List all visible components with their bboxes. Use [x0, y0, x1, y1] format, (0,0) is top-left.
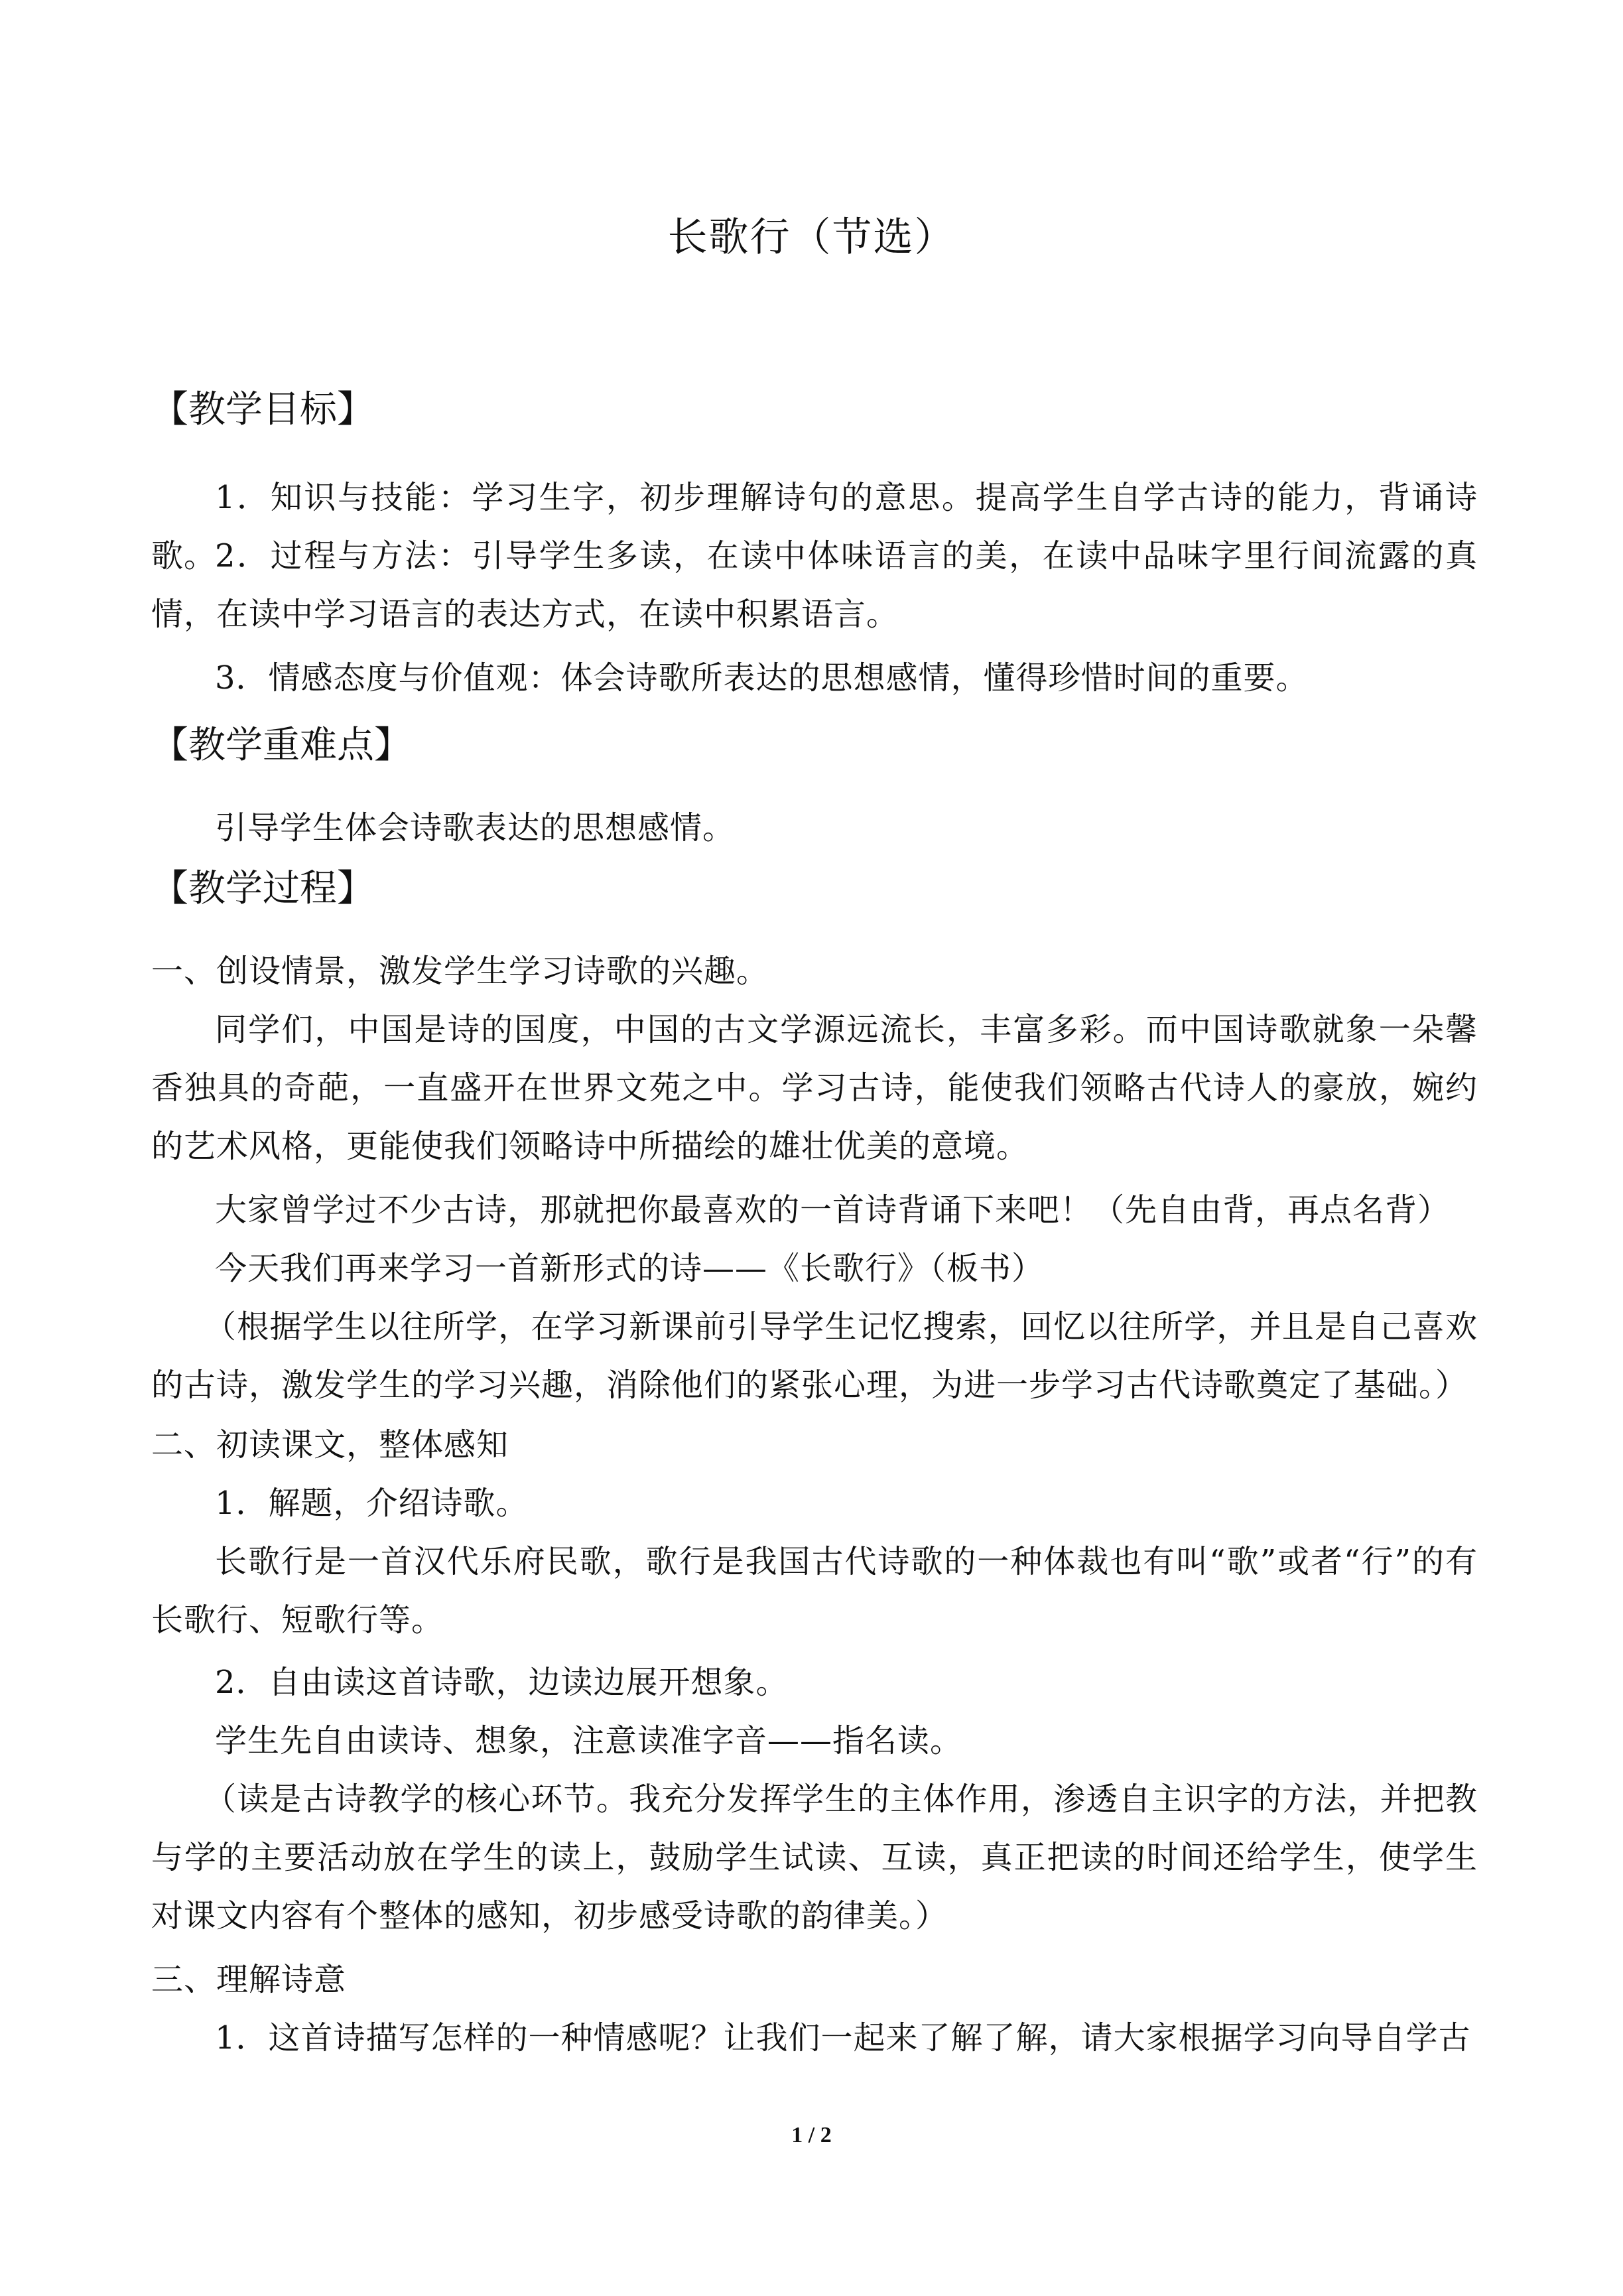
objective-item-1: 1．知识与技能：学习生字，初步理解诗句的意思。提高学生自学古诗的能力，背诵诗歌。	[151, 479, 1478, 574]
process-part1-note: （根据学生以往所学，在学习新课前引导学生记忆搜索，回忆以往所学，并且是自己喜欢的古诗，激发学生的学习兴趣，消除他们的紧张心理，为进一步学习古代诗歌奠定了基础。）	[151, 1308, 1478, 1404]
objective-item-3: 3．情感态度与价值观：体会诗歌所表达的思想感情，懂得珍惜时间的重要。	[215, 659, 1309, 697]
process-part2-paragraph: 长歌行是一首汉代乐府民歌，歌行是我国古代诗歌的一种体裁也有叫“歌”或者“行”的有长歌行、短歌行等。	[151, 1543, 1478, 1639]
heading-keypoints: 【教学重难点】	[151, 724, 411, 767]
process-part1-paragraph: 今天我们再来学习一首新形式的诗——《长歌行》（板书）	[215, 1250, 1045, 1287]
process-part2-paragraph: 学生先自由读诗、想象，注意读准字音——指名读。	[215, 1722, 963, 1759]
process-part2-paragraph: 1．解题，介绍诗歌。	[215, 1485, 529, 1522]
process-part3-paragraph: 1．这首诗描写怎样的一种情感呢？让我们一起来了解了解，请大家根据学习向导自学古	[215, 2019, 1471, 2057]
page-number: 1 / 2	[791, 2123, 832, 2147]
keypoints-text: 引导学生体会诗歌表达的思想感情。	[215, 809, 736, 846]
process-part2-note: （读是古诗教学的核心环节。我充分发挥学生的主体作用，渗透自主识字的方法，并把教与学的主要活动放在学生的读上，鼓励学生试读、互读，真正把读的时间还给学生，使学生对课文内容有个整体的感知，初步感受诗歌的韵律美。）	[151, 1781, 1478, 1934]
heading-objectives: 【教学目标】	[151, 388, 374, 431]
objective-item-2: 2．过程与方法：引导学生多读，在读中体味语言的美，在读中品味字里行间流露的真情，在读中学习语言的表达方式，在读中积累语言。	[151, 537, 1478, 633]
process-part3-title: 三、理解诗意	[151, 1961, 347, 1998]
process-part1-paragraph: 同学们，中国是诗的国度，中国的古文学源远流长，丰富多彩。而中国诗歌就象一朵馨香独具的奇葩，一直盛开在世界文苑之中。学习古诗，能使我们领略古代诗人的豪放，婉约的艺术风格，更能使我们领略诗中所描绘的雄壮优美的意境。	[151, 1011, 1478, 1165]
process-part2-paragraph: 2．自由读这首诗歌，边读边展开想象。	[215, 1664, 789, 1701]
process-part1-paragraph: 大家曾学过不少古诗，那就把你最喜欢的一首诗背诵下来吧！（先自由背，再点名背）	[215, 1191, 1451, 1229]
heading-process: 【教学过程】	[151, 867, 374, 910]
process-part1-title: 一、创设情景，激发学生学习诗歌的兴趣。	[151, 953, 769, 990]
document-title: 长歌行（节选）	[667, 214, 956, 261]
process-part2-title: 二、初读课文，整体感知	[151, 1426, 509, 1463]
